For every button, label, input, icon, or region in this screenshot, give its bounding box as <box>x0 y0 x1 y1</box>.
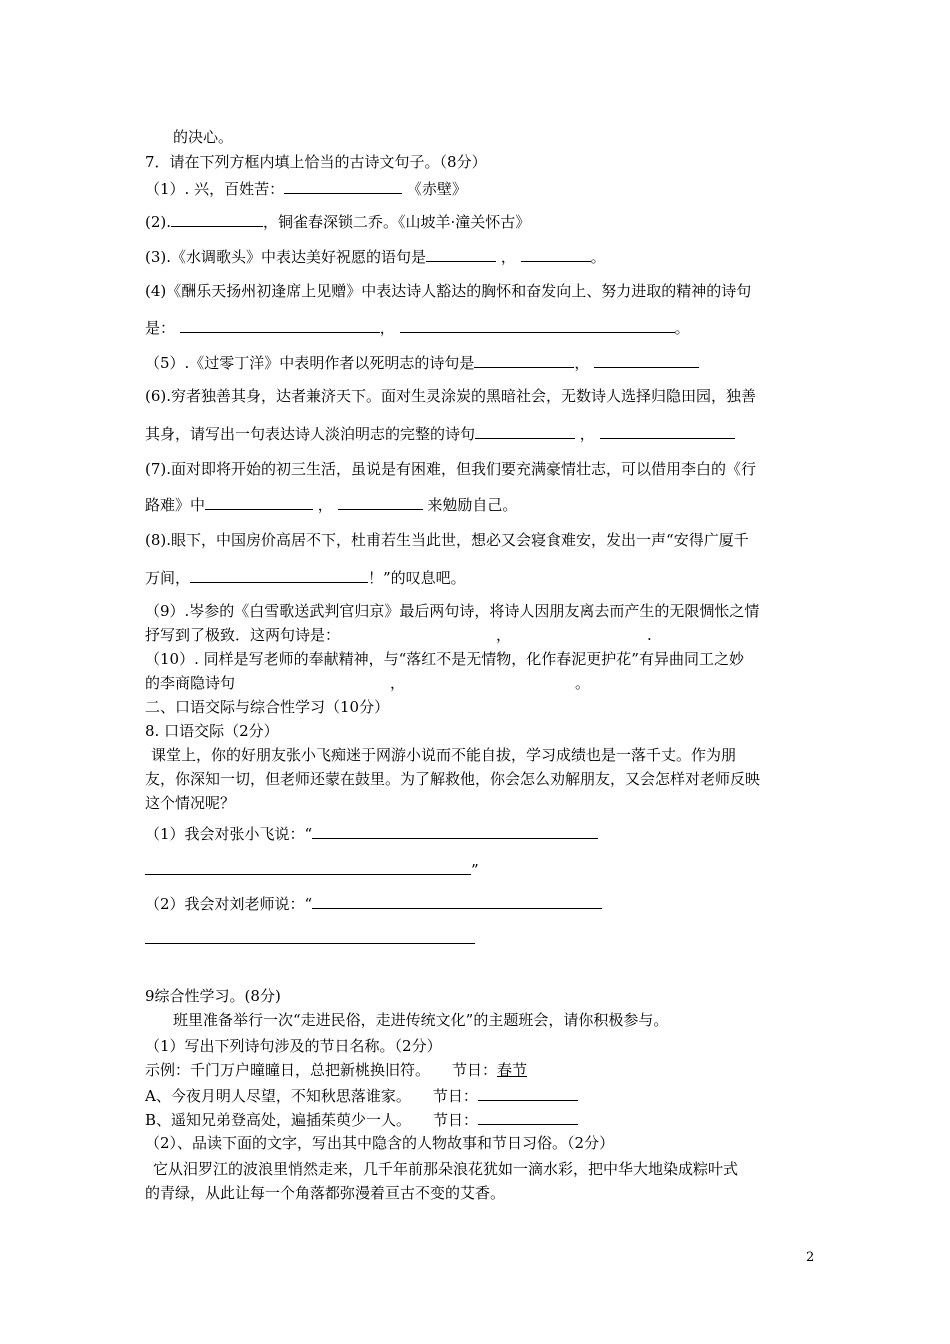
question-7-1 <box>145 177 467 200</box>
question-8-1 <box>145 822 598 845</box>
answer-blank[interactable] <box>190 566 368 583</box>
comma: ， <box>317 496 333 514</box>
question-7-9-line2 <box>145 624 652 646</box>
q9-1-title: （1）写出下列诗句涉及的节日名称。（2分） <box>145 1037 442 1055</box>
period: 。 <box>575 674 591 692</box>
question-7-2 <box>145 210 530 233</box>
question-7-5 <box>145 351 699 374</box>
q8-paragraph-line3: 这个情况呢？ <box>145 794 236 812</box>
q7-4-prefix: 是： <box>145 319 176 337</box>
q8-1-text: （1）我会对张小飞说：“ <box>145 825 313 843</box>
q7-1-text: （1）. 兴，百姓苦： <box>145 180 285 198</box>
period: 。 <box>674 319 690 337</box>
period: . <box>647 626 652 644</box>
answer-blank[interactable] <box>478 1084 578 1101</box>
q7-8-end: ！”的叹息吧。 <box>368 569 466 587</box>
q8-2-text: （2）我会对刘老师说：“ <box>145 895 313 913</box>
question-7-3 <box>145 245 606 268</box>
period: 。 <box>590 248 606 266</box>
question-7-4-line1: (4)《酬乐天扬州初逢席上见赠》中表达诗人豁达的胸怀和奋发向上、努力进取的精神的诗句 <box>145 282 752 300</box>
q7-7-end: 来勉励自己。 <box>427 496 518 514</box>
section-2-heading: 二、口语交际与综合性学习（10分） <box>145 698 390 716</box>
q7-10-text: 的李商隐诗句 <box>145 674 236 692</box>
answer-blank[interactable] <box>400 316 675 333</box>
answer-blank[interactable] <box>594 351 699 368</box>
question-8-2 <box>145 892 602 915</box>
q7-5-text: （5）.《过零丁洋》中表明作者以死明志的诗句是 <box>145 354 475 372</box>
comma: ， <box>390 674 406 692</box>
q7-7-text: 路难》中 <box>145 496 206 514</box>
q9-example <box>145 1059 527 1081</box>
answer-blank[interactable] <box>600 422 735 439</box>
q9-2-title: （2）、品读下面的文字，写出其中隐含的人物故事和节日习俗。（2分） <box>145 1134 615 1152</box>
question-7-10-line1: （10）. 同样是写老师的奉献精神，与“落红不是无情物，化作春泥更护花”有异曲同工之妙 <box>145 650 744 668</box>
comma: ， <box>579 425 595 443</box>
answer-blank[interactable] <box>475 422 575 439</box>
q9-example-answer: 春节 <box>497 1061 528 1079</box>
page-number: 2 <box>806 1250 815 1265</box>
comma: ， <box>496 626 512 644</box>
q9-option-a <box>145 1084 578 1107</box>
answer-blank[interactable] <box>521 245 591 262</box>
question-7-6-line1: (6).穷者独善其身，达者兼济天下。面对生灵涂炭的黑暗社会，无数诗人选择归隐田园，独善 <box>145 387 757 405</box>
question-7-8-line1: (8).眼下，中国房价高居不下，杜甫若生当此世，想必又会寝食难安，发出一声“安得广厦千 <box>145 531 749 549</box>
question-7-7-line2 <box>145 493 517 516</box>
q9-example-label: 节日： <box>452 1061 498 1079</box>
q7-3-text: (3).《水调歌头》中表达美好祝愿的语句是 <box>145 248 427 266</box>
question-7-8-line2 <box>145 566 466 589</box>
question-9-title: 9综合性学习。(8分) <box>145 987 281 1005</box>
comma: ， <box>500 248 516 266</box>
answer-blank[interactable] <box>474 351 574 368</box>
q9-example-poem: 示例：千门万户曈曈日，总把新桃换旧符。 <box>145 1061 431 1079</box>
q7-9-text: 抒写到了极致．这两句诗是： <box>145 626 341 644</box>
answer-blank[interactable] <box>478 1108 578 1125</box>
q9-a-label: 节日： <box>432 1087 478 1105</box>
q7-2-text: ，铜雀春深锁二乔。《山坡羊·潼关怀古》 <box>263 213 531 231</box>
q9-a-poem: A、今夜月明人尽望，不知秋思落谁家。 <box>145 1087 411 1105</box>
question-7-4-line2 <box>145 316 690 339</box>
close-quote: ” <box>471 861 479 879</box>
answer-blank[interactable] <box>312 822 598 839</box>
q7-2-num: (2). <box>145 213 172 231</box>
q7-8-text: 万间， <box>145 569 191 587</box>
q9-paragraph-line1: 它从汨罗江的波浪里悄然走来，几千年前那朵浪花犹如一滴水彩，把中华大地染成粽叶式 <box>153 1160 739 1178</box>
answer-blank[interactable] <box>171 210 263 227</box>
answer-blank[interactable] <box>180 316 380 333</box>
question-8-2-cont <box>145 927 475 950</box>
q9-b-label: 节日： <box>433 1111 479 1129</box>
answer-blank[interactable] <box>426 245 496 262</box>
q9-option-b <box>145 1108 578 1131</box>
q7-1-source: 《赤壁》 <box>406 180 467 198</box>
answer-blank[interactable] <box>145 858 471 875</box>
q8-paragraph-line2: 友，你深知一切，但老师还蒙在鼓里。为了解救他，你会怎么劝解朋友，又会怎样对老师反映 <box>145 770 761 788</box>
continued-text: 的决心。 <box>173 128 234 146</box>
answer-blank[interactable] <box>205 493 313 510</box>
question-7-9-line1: （9）.岑参的《白雪歌送武判官归京》最后两句诗，将诗人因朋友离去而产生的无限惆怅之情 <box>145 602 760 620</box>
q9-intro: 班里准备举行一次“走进民俗，走进传统文化”的主题班会，请你积极参与。 <box>173 1011 669 1029</box>
answer-blank[interactable] <box>312 892 602 909</box>
q8-paragraph-line1: 课堂上，你的好朋友张小飞痴迷于网游小说而不能自拔，学习成绩也是一落千丈。作为朋 <box>151 746 737 764</box>
question-8-title: 8. 口语交际（2分） <box>145 722 279 740</box>
q9-b-poem: B、遥知兄弟登高处，遍插茱萸少一人。 <box>145 1111 412 1129</box>
question-7-7-line1: (7).面对即将开始的初三生活，虽说是有困难，但我们要充满豪情壮志，可以借用李白的《行 <box>145 460 757 478</box>
q7-6-text: 其身，请写出一句表达诗人淡泊明志的完整的诗句 <box>145 425 476 443</box>
question-7-title: 7．请在下列方框内填上恰当的古诗文句子。（8分） <box>145 153 487 171</box>
answer-blank[interactable] <box>284 177 402 194</box>
question-7-10-line2 <box>145 672 590 694</box>
comma: ， <box>574 354 590 372</box>
q9-paragraph-line2: 的青绿，从此让每一个角落都弥漫着亘古不变的艾香。 <box>145 1184 506 1202</box>
answer-blank[interactable] <box>145 927 475 944</box>
question-8-1-cont <box>145 858 479 881</box>
answer-blank[interactable] <box>338 493 423 510</box>
question-7-6-line2 <box>145 422 735 445</box>
comma: ， <box>379 319 395 337</box>
